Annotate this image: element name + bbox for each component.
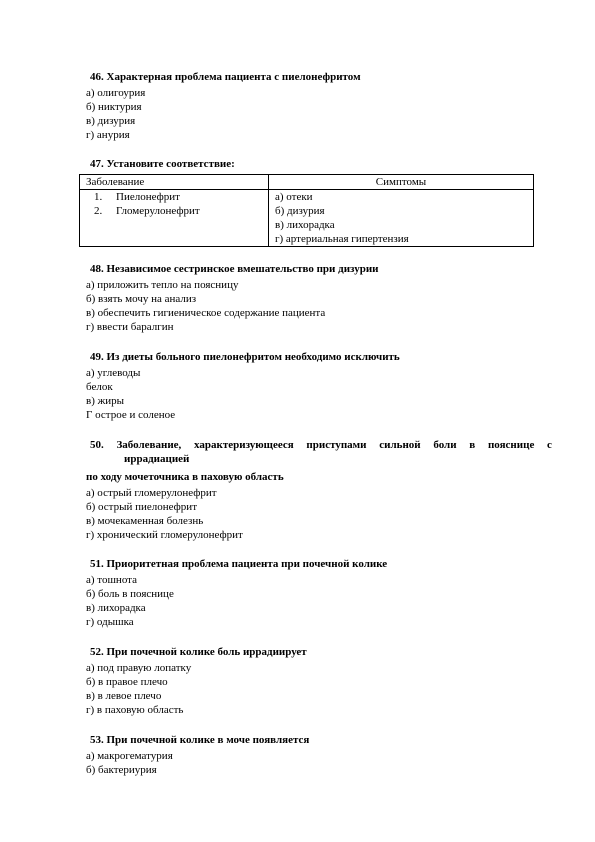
question-51-option-c: в) лихорадка [86,602,146,614]
question-48-option-c: в) обеспечить гигиеническое содержание пациента [86,307,326,319]
question-46-option-d: г) анурия [86,129,130,141]
question-51-option-d: г) одышка [86,616,134,628]
question-50-option-b: б) острый пиелонефрит [86,501,198,513]
table-header-disease: Заболевание [80,175,269,190]
question-53-title: 53. При почечной колике в моче появляется [90,734,310,746]
question-49-option-c: в) жиры [86,395,124,407]
symptom-item: г) артериальная гипертензия [275,233,409,245]
question-48-option-b: б) взять мочу на анализ [86,293,197,305]
question-52-option-a: а) под правую лопатку [86,662,192,674]
question-52-option-b: б) в правое плечо [86,676,168,688]
question-46-option-a: а) олигоурия [86,87,146,99]
matching-table [79,174,534,247]
question-52-option-c: в) в левое плечо [86,690,162,702]
question-52-option-d: г) в паховую область [86,704,184,716]
symptom-item: б) дизурия [275,205,325,217]
question-46-title: 46. Характерная проблема пациента с пиелонефритом [90,71,361,83]
disease-cell [80,190,269,247]
table-header-row [80,175,534,190]
question-50-title-line1: 50. Заболевание, характеризующееся приступами сильной боли в пояснице с [90,439,552,451]
question-49-option-b: белок [86,381,113,393]
question-49-option-d: Г острое и соленое [86,409,176,421]
question-48-title: 48. Независимое сестринское вмешательство при дизурии [90,263,379,275]
question-52-title: 52. При почечной колике боль иррадиирует [90,646,307,658]
table-row [80,190,534,247]
symptom-item: в) лихорадка [275,219,335,231]
disease-item: 2. Гломерулонефрит [94,205,200,217]
table-header-symptoms: Симптомы [269,175,534,190]
question-51-option-b: б) боль в пояснице [86,588,174,600]
question-48-option-d: г) ввести баралгин [86,321,174,333]
question-51-title: 51. Приоритетная проблема пациента при почечной колике [90,558,388,570]
question-50-option-c: в) мочекаменная болезнь [86,515,204,527]
question-50-title-line3: по ходу мочеточника в паховую область [86,471,284,483]
question-49-title: 49. Из диеты больного пиелонефритом необходимо исключить [90,351,400,363]
question-48-option-a: а) приложить тепло на поясницу [86,279,239,291]
question-47-title: 47. Установите соответствие: [90,158,235,170]
question-46-option-b: б) никтурия [86,101,142,113]
disease-item: 1. Пиелонефрит [94,191,180,203]
question-50-option-a: а) острый гломерулонефрит [86,487,217,499]
symptom-item: а) отеки [275,191,313,203]
question-50-title-line2: иррадиацией [124,453,190,465]
question-46-option-c: в) дизурия [86,115,136,127]
question-49-option-a: а) углеводы [86,367,141,379]
question-53-option-a: а) макрогематурия [86,750,173,762]
question-50-title [90,438,552,466]
question-51-option-a: а) тошнота [86,574,137,586]
question-50-option-d: г) хронический гломерулонефрит [86,529,243,541]
symptoms-cell [269,190,534,247]
question-53-option-b: б) бактериурия [86,764,157,776]
